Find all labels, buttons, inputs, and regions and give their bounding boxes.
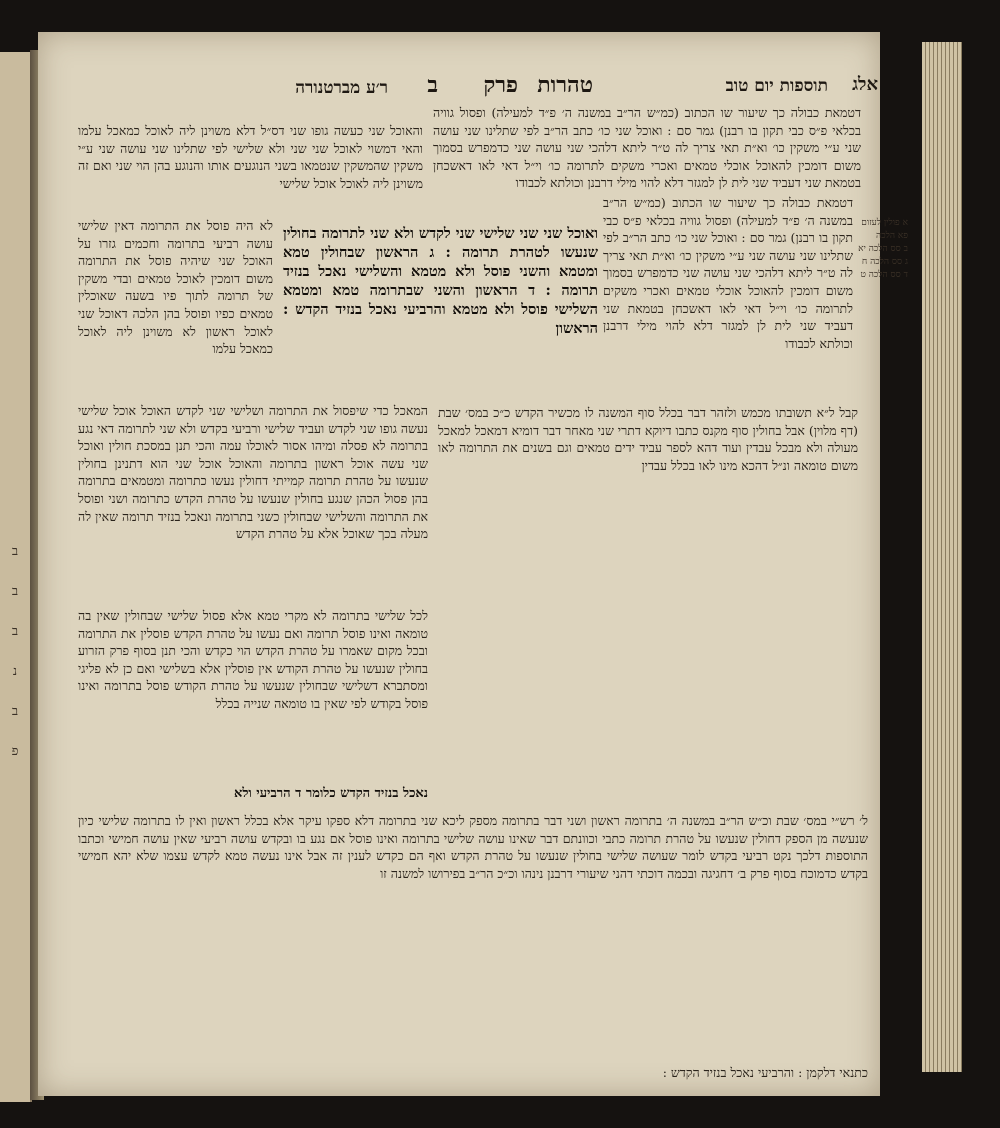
mishnah-clause-1: ואוכל שני שני שלישי שני לקדש ולא שני לתרומה בחולין שנעשו לטהרת תרומה : ג הראשון שבחולין טמא ומטמא והשני פוסל ולא מטמא והשלישי נאכל בנזיד תרומה :	[283, 225, 598, 299]
margin-ref-2: פא הלכה	[876, 231, 908, 241]
previous-page-fragment: ב ב ב נ ב פ	[11, 544, 19, 759]
bartenura-top-text: והאוכל שני כעשה גופו שני דס״ל דלא משוינן ליה לאוכל כמאכל עלמו והאי דמשוי לאוכל שני שני ולא שלישי לפי שתלינו שני עושה שני ע״י משקין שהמשקין שנטמאו בשני הנוגעים אותו והנוגע בהן הוי שני ואם זה משוינן ליה לאוכל אוכל שלישי	[78, 123, 423, 191]
margin-ref-1: א פולין לעזום	[861, 218, 908, 228]
main-commentary: המאכל כדי שיפסול את התרומה ושלישי שני לקדש האוכל אוכל שלישי נעשה גופו שני לקדש ועביד שלישי ורביעי בקדש ולא שני לתרומה דאי נגע בתרומה לא פסלה ומיהו אסור לאוכלו עמה והכי תנן במסכת חולין ואוכל שני עשה אוכל ראשון בתרומה והאוכל אוכל שני הוא דתנינן בחולין שנעשו על טהרת תרומה קמייתי דחולין נעשו כתרומה ומטמאים בתרומה בהן פסול הכהן שנגע בחולין שנעשו על טהרת הקדש כתרומה ושני ופוסל את התרומה והשלישי שבחולין כשני בתרומה ונאכל בנזיד תרומה שאין לה מעלה בכך שאוכל אלא על טהרת הקדש	[78, 403, 428, 542]
tosafot-top-text: דטמאת כבולה כך שיעור שו הכתוב (כמ״ש הר״ב במשנה ה׳ פ״ד למעילה) ופסול גוויה בכלאי פ״ס כבי תקון בו רבנן) גמר סם : ואוכל שני כו׳ כתב הר״ב לפי שתלינו שני עושה שני ע״י משקין כו׳ וא״ת תאי צריך לה ט״ר ליתא דלהכי שני עושה שני כדמפרש בסמוך משום דומכין להאוכל אוכלי טמאים ואכרי משקים לתרומה כו׳ וי״ל דאי לאו דאשכחן בטמאת שני דעביד שני לית לן למגזר דלא להוי מילי דרבנן וכולתא לכבודו	[433, 105, 861, 191]
header-chapter-word: פרק	[483, 72, 518, 98]
main-commentary-continued: לכל שלישי בתרומה לא מקרי טמא אלא פסול שלישי שבחולין שאין בה טומאה ואינו פוסל תרומה ואם נעשו על טהרת הקדש פוסלין את התרומה ובכל מקום שאמרו על טהרת הקדש הוי כקדש והכי תנן בסוף פרק הזרוע בחולין שנעשו על טהרת הקודש אין פוסלין אלא בשלישי ואם כן לא פליגי ומסתברא דשלישי שבחולין שנעשו על טהרת הקודש פוסל בתרומה ואינו פוסל בקודש לפי שאין בו טומאה שנייה בכלל	[78, 608, 428, 711]
margin-ref-4: ג סס הלכה ח	[861, 257, 908, 267]
margin-ref-3: ב סס הלכה יא	[858, 244, 908, 254]
mishnah-heading-rishon: הראשון	[555, 320, 598, 337]
margin-ref-5: ד סס הלכה ט	[860, 270, 908, 280]
header-chapter-number: ב	[427, 72, 438, 98]
tosafot-left-text: קבל ל״א תשובתו מכמש ולזהר דבר בכלל סוף המשנה לו מכשיר הקדש כ״כ במס׳ שבת (דף מלוין) אבל בחולין סוף מקנס כתבו דיוקא דתרי שני מאחר דבר דומיא דמאכל למאכל מעולה ולא מבכל עבדין ועוד דהא לספר עביד ידים טמאים וגם בשנים את התרומה לאו משום טומאה ונ״ל דהכא מינו לאו בכלל עבדין	[438, 405, 858, 473]
mishnah-text-1	[283, 224, 598, 389]
mishnah-clause-2: ד הראשון והשני שבתרומה טמא ומטמא השלישי פוסל ולא מטמא והרביעי נאכל בנזיד הקדש :	[283, 282, 598, 318]
bottom-commentary: ל׳ רש״י במס׳ שבת וכ״ש הר״ב במשנה ה׳ בתרומה ראשון ושני דבר בתרומה מספק ליכא שני בתרומה דלא ספקו עיקר אלא בכלל ראשון ואין לו בתרומה שלישי כיון שנעשה מן הספק דחולין שנעשו על טהרת תרומה כתבי וכוונתם דבר שאינו עושה שלישי בתרומה ואינו פוסל אם נגע בו ובקדש עושה רביעי שאין עושה חמישי וכתבו התוספות דלכך נקט רביעי בקדש לומר שעושה שלישי בחולין שנעשו על טהרת הקדש ואף הם כקדש לענין זה אבל אינו נעשה טמא לקדש עצמו שלא יהא חמישי בקדש כדמוכח בסוף פרק ב׳ דחגיגה ובכמה דוכתי דהני שיעורי דרבנן נינהו וכ״כ הר״ב בפירושו למשנה זו	[78, 813, 868, 881]
previous-page-edge	[0, 52, 32, 1102]
header-tosafot-title: תוספות יום טוב	[725, 76, 828, 96]
bottom-last-line: כתנאי דלקמן : והרביעי נאכל בנזיד הקדש :	[662, 1065, 868, 1080]
final-verse: נאכל בנזיד הקדש כלומר ד הרביעי ולא	[234, 786, 428, 801]
page-edges	[922, 42, 962, 1072]
header-bartenura-title: ר׳ע מברטנורה	[295, 78, 388, 98]
header-tractate: טהרות	[537, 72, 593, 98]
page-number: אלג	[852, 74, 878, 95]
bartenura-side-text: לא היה פוסל את התרומה דאין שלישי עושה רביעי בתרומה וחכמים גזרו על האוכל שני שיהיה פוסל את התרומה משום דומכין לאוכל טמאים ובדי משקין של תרומה לתוך פיו בשעה שאוכלין טמאים כפיו ופוסל בהן הלכה דאוכל שני לאוכל ראשון לא משוינן ליה לאוכל כמאכל עלמו	[78, 218, 273, 357]
margin-references	[850, 217, 908, 282]
book-page	[38, 32, 908, 1096]
tosafot-right-column: דטמאת כבולה כך שיעור שו הכתוב (כמ״ש הר״ב במשנה ה׳ פ״ד למעילה) ופסול גוויה בכלאי פ״ס כבי תקון בו רבנן) גמר סם : ואוכל שני כו׳ כתב הר״ב לפי שתלינו שני עושה שני ע״י משקין כו׳ וא״ת תאי צריך לה ט״ר ליתא דלהכי שני עושה שני כדמפרש בסמוך משום דומכין להאוכל אוכלי טמאים ואכרי משקים לתרומה כו׳ וי״ל דאי לאו דאשכחן בטמאת שני דעביד שני לית לן למגזר דלא להוי מילי דרבנן וכולתא לכבודו	[603, 195, 853, 351]
